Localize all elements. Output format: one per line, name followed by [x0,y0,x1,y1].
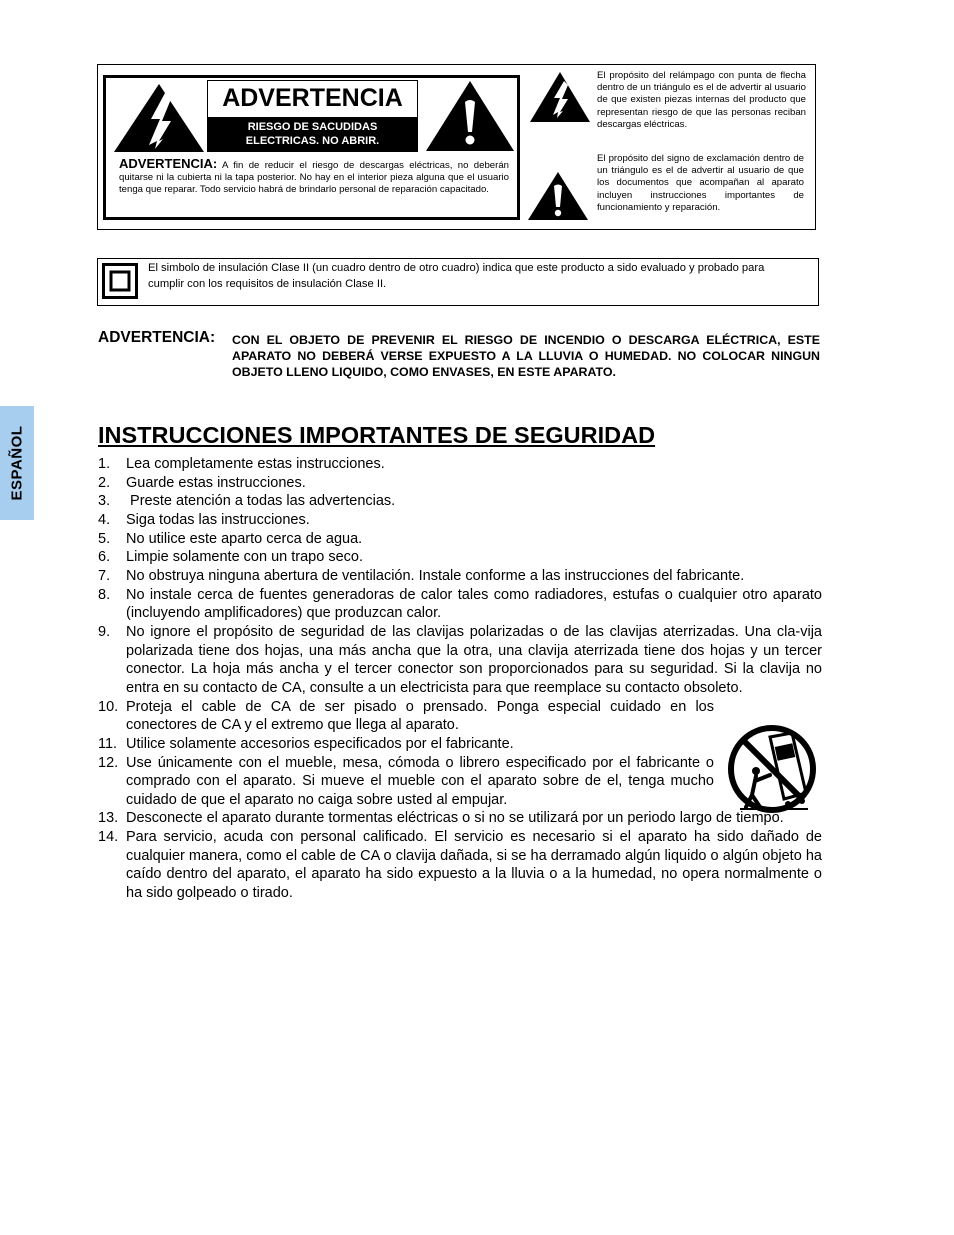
item-number: 1. [98,456,111,472]
item-text: Preste atención a todas las advertencias. [126,493,396,510]
item-number: 5. [98,530,111,547]
item-number: 8. [98,586,111,603]
item-number: 9. [98,623,111,640]
list-item [98,548,822,567]
item-text: Use únicamente con el mueble, mesa, cómoda o librero especificado por el fabricante o comprado con el aparato. Si mueve el mueble con el aparato sobre de el, tenga mucho cuidado de que el aparato no caiga sobre usted al empujar. [126,754,714,808]
language-tab-label: ESPAÑOL [8,425,26,501]
item-text: Guarde estas instrucciones. [126,474,306,491]
item-number: 6. [98,549,111,566]
list-item [98,623,822,698]
item-number: 14. [98,829,119,846]
instructions-list [98,455,822,903]
lightning-triangle-icon [113,83,205,153]
exclamation-explanation: El propósito del signo de exclamación dentro de un triángulo es el de advertir al usuario de que los documentos que acompañan al aparato incluyen instrucciones importantes de funcionamiento y reparación. [597,153,804,213]
small-lightning-triangle-icon [529,71,591,123]
list-item [98,586,822,623]
list-item [98,828,822,903]
advertencia-inner-text [119,158,509,197]
list-item [98,809,822,828]
item-number: 4. [98,511,111,528]
double-square-icon [102,263,138,299]
warning-body: CON EL OBJETO DE PREVENIR EL RIESGO DE INCENDIO O DESCARGA ELÉCTRICA, ESTE APARATO NO DEBERÁ VERSE EXPUESTO A LA LLUVIA O HUMEDAD. NO COLOCAR NINGUN OBJETO LLENO LIQUIDO, COMO ENVASES, EN ESTE APARATO. [232,333,820,379]
item-text: No utilice este aparto cerca de agua. [126,530,363,547]
item-text: Proteja el cable de CA de ser pisado o prensado. Ponga especial cuidado en los conectores de CA y el extremo que llega al aparato. [126,698,714,734]
shock-risk-line-2: ELECTRICAS. NO ABRIR. [245,135,380,147]
item-number: 13. [98,810,119,827]
section-title: INSTRUCCIONES IMPORTANTES DE SEGURIDAD [98,422,656,448]
list-item [98,735,822,754]
small-exclamation-triangle-icon [527,171,589,221]
item-text: No ignore el propósito de seguridad de las clavijas polarizadas o de las clavijas aterrizadas. Una cla-vija polarizada tiene dos hojas, una más ancha que la otra, una clavija aterrizada tiene dos hojas y un tercer conector. La hoja más ancha y el tercer conector son proporcionados para su seguridad. Si la clavija no entra en su contacto de CA, consulte a un electricista para que reemplace su contacto obsoleto. [126,623,822,696]
advertencia-inner-body: A fin de reducir el riesgo de descargas eléctricas, no deberán quitarse ni la cubierta ni la tapa posterior. No hay en el interior pieza alguna que el usuario tenga que reparar. Todo servicio habrá de brindarlo personal de reparación capacitado. [119,160,510,196]
item-text: Desconecte el aparato durante tormentas eléctricas o si no se utilizará por un periodo largo de tiempo. [126,810,784,827]
list-item [98,511,822,530]
advertencia-title: ADVERTENCIA [222,84,403,112]
item-text: Para servicio, acuda con personal calificado. El servicio es necesario si el aparato ha sido dañado de cualquier manera, como el cable de CA o clavija dañada, si se ha derramado algún liquido o algún objeto ha caído dentro del aparato, el aparato ha sido expuesto a la lluvia o a la humedad, no opera normalmente o ha sido golpeado o tirado. [126,829,822,902]
warning-lead: ADVERTENCIA: [98,329,216,346]
language-tab [0,406,34,520]
advertencia-title-box [207,80,418,152]
shock-risk-band [208,117,417,151]
item-number: 11. [98,735,118,752]
item-text: Utilice solamente accesorios especificados por el fabricante. [126,735,514,752]
list-item [98,698,822,735]
item-number: 3. [98,493,111,510]
item-number: 7. [98,567,111,584]
list-item [98,455,822,474]
lightning-explanation: El propósito del relámpago con punta de flecha dentro de un triángulo es el de advertir al usuario de que existen piezas internas del producto que representan riesgo de que las personas reciban descargas eléctricas. [597,70,806,130]
shock-risk-line-1: RIESGO DE SACUDIDAS [247,121,378,133]
item-text: Siga todas las instrucciones. [126,511,310,528]
advertencia-inner-lead: ADVERTENCIA: [119,156,218,171]
exclamation-triangle-icon [425,80,515,152]
list-item [98,754,822,810]
list-item [98,492,822,511]
item-text: No instale cerca de fuentes generadoras de calor tales como radiadores, estufas o cualquier otro aparato (incluyendo amplificadores) que produzcan calor. [126,586,822,622]
item-number: 12. [98,754,119,771]
item-number: 10. [98,698,119,715]
item-text: Lea completamente estas instrucciones. [126,456,385,472]
cart-tipover-warning-icon [726,723,818,815]
item-number: 2. [98,474,111,491]
list-item [98,530,822,549]
class2-text: El simbolo de insulación Clase II (un cuadro dentro de otro cuadro) indica que este producto a sido evaluado y probado para cumplir con los requisitos de insulación Clase II. [148,262,765,290]
list-item [98,474,822,493]
list-item [98,567,822,586]
item-text: Limpie solamente con un trapo seco. [126,549,363,566]
item-text: No obstruya ninguna abertura de ventilación. Instale conforme a las instrucciones del fabricante. [126,567,745,584]
